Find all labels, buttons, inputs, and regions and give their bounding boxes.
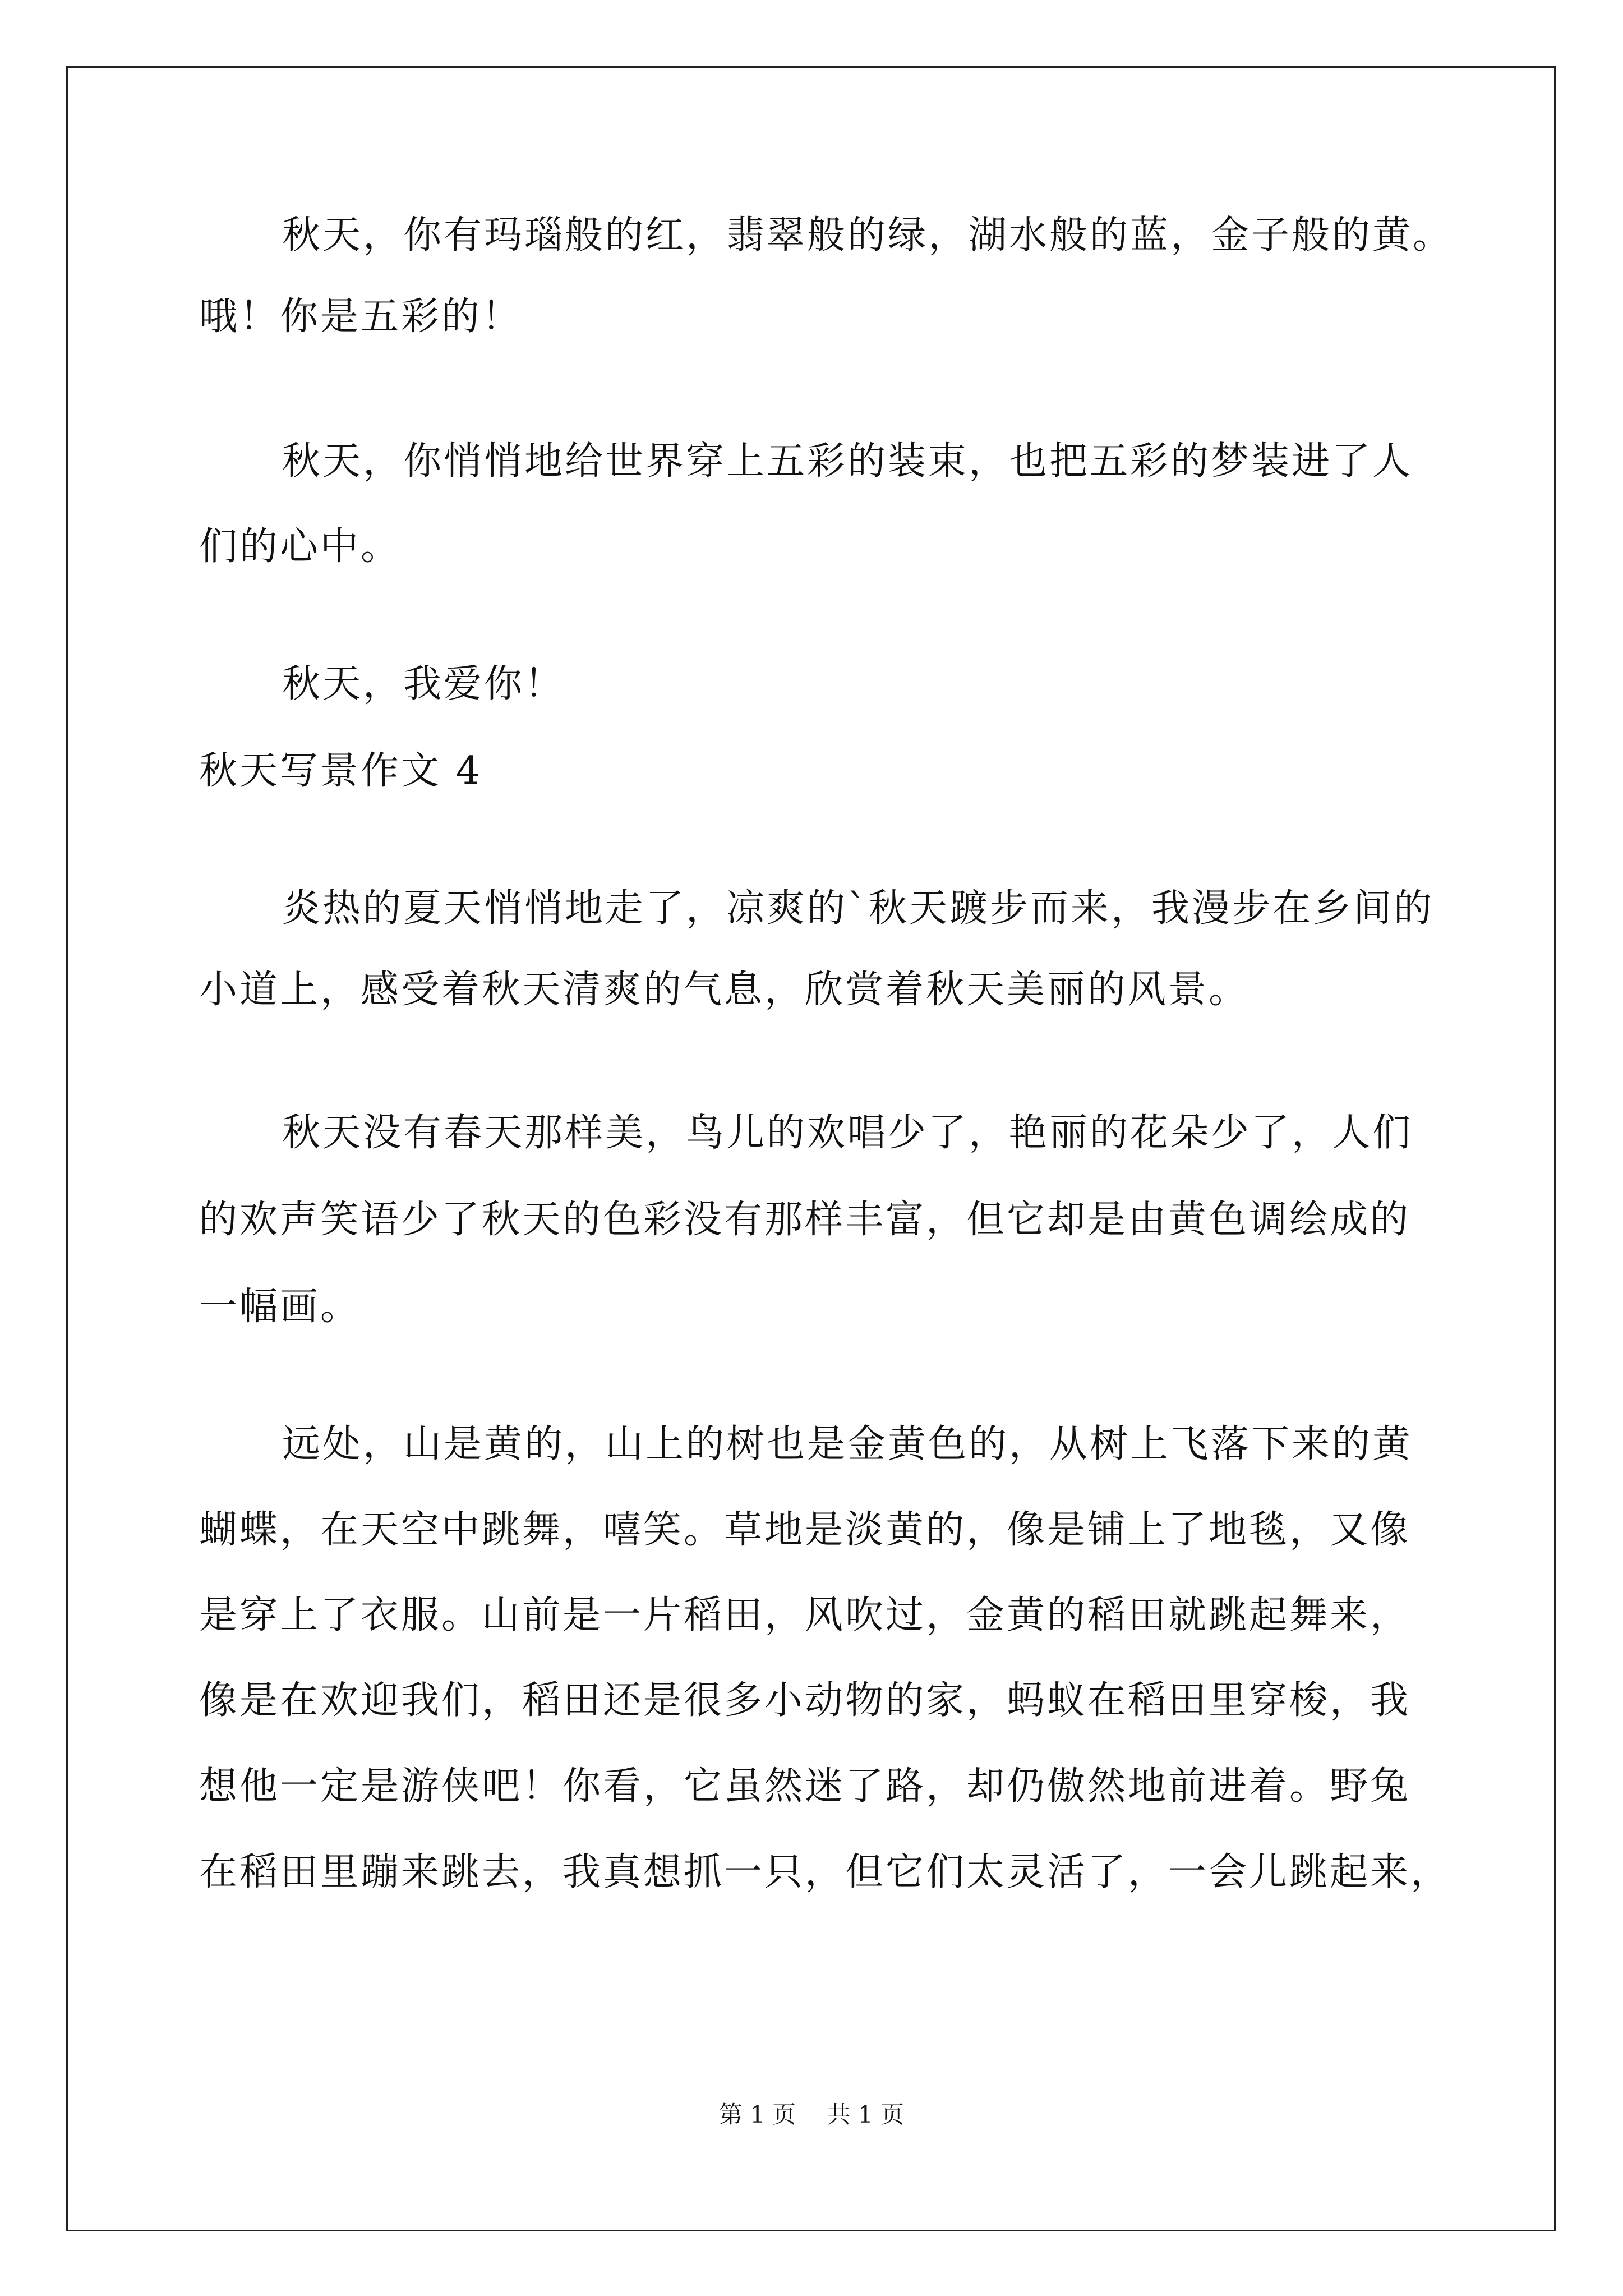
page-total: 共 1 页	[827, 2101, 905, 2128]
text-line: 哦！你是五彩的！	[199, 295, 523, 339]
text-line: 远处，山是黄的，山上的树也是金黄色的，从树上飞落下来的黄	[282, 1422, 1413, 1466]
page-footer	[0, 2101, 1623, 2129]
text-line: 像是在欢迎我们，稻田还是很多小动物的家，蚂蚁在稻田里穿梭，我	[199, 1678, 1411, 1723]
text-line: 想他一定是游侠吧！你看，它虽然迷了路，却仍傲然地前进着。野兔	[199, 1764, 1411, 1809]
text-line: 们的心中。	[199, 524, 402, 569]
text-line: 是穿上了衣服。山前是一片稻田，风吹过，金黄的稻田就跳起舞来，	[199, 1593, 1411, 1637]
text-line: 秋天没有春天那样美，鸟儿的欢唱少了，艳丽的花朵少了，人们	[282, 1111, 1413, 1155]
text-line: 蝴蝶，在天空中跳舞，嘻笑。草地是淡黄的，像是铺上了地毯，又像	[199, 1508, 1411, 1552]
text-line: 在稻田里蹦来跳去，我真想抓一只，但它们太灵活了，一会儿跳起来，	[199, 1850, 1451, 1894]
text-line: 炎热的夏天悄悄地走了，凉爽的`秋天踱步而来，我漫步在乡间的	[282, 886, 1435, 931]
text-line: 小道上，感受着秋天清爽的气息，欣赏着秋天美丽的风景。	[199, 968, 1249, 1012]
text-line: 一幅画。	[199, 1285, 361, 1329]
text-line: 秋天，你有玛瑙般的红，翡翠般的绿，湖水般的蓝，金子般的黄。	[282, 213, 1454, 257]
text-line: 秋天，你悄悄地给世界穿上五彩的装束，也把五彩的梦装进了人	[282, 439, 1413, 484]
section-heading: 秋天写景作文 4	[199, 749, 482, 793]
page-number: 第 1 页	[718, 2101, 796, 2128]
text-line: 的欢声笑语少了秋天的色彩没有那样丰富，但它却是由黄色调绘成的	[199, 1198, 1411, 1242]
text-line: 秋天，我爱你！	[282, 662, 565, 706]
